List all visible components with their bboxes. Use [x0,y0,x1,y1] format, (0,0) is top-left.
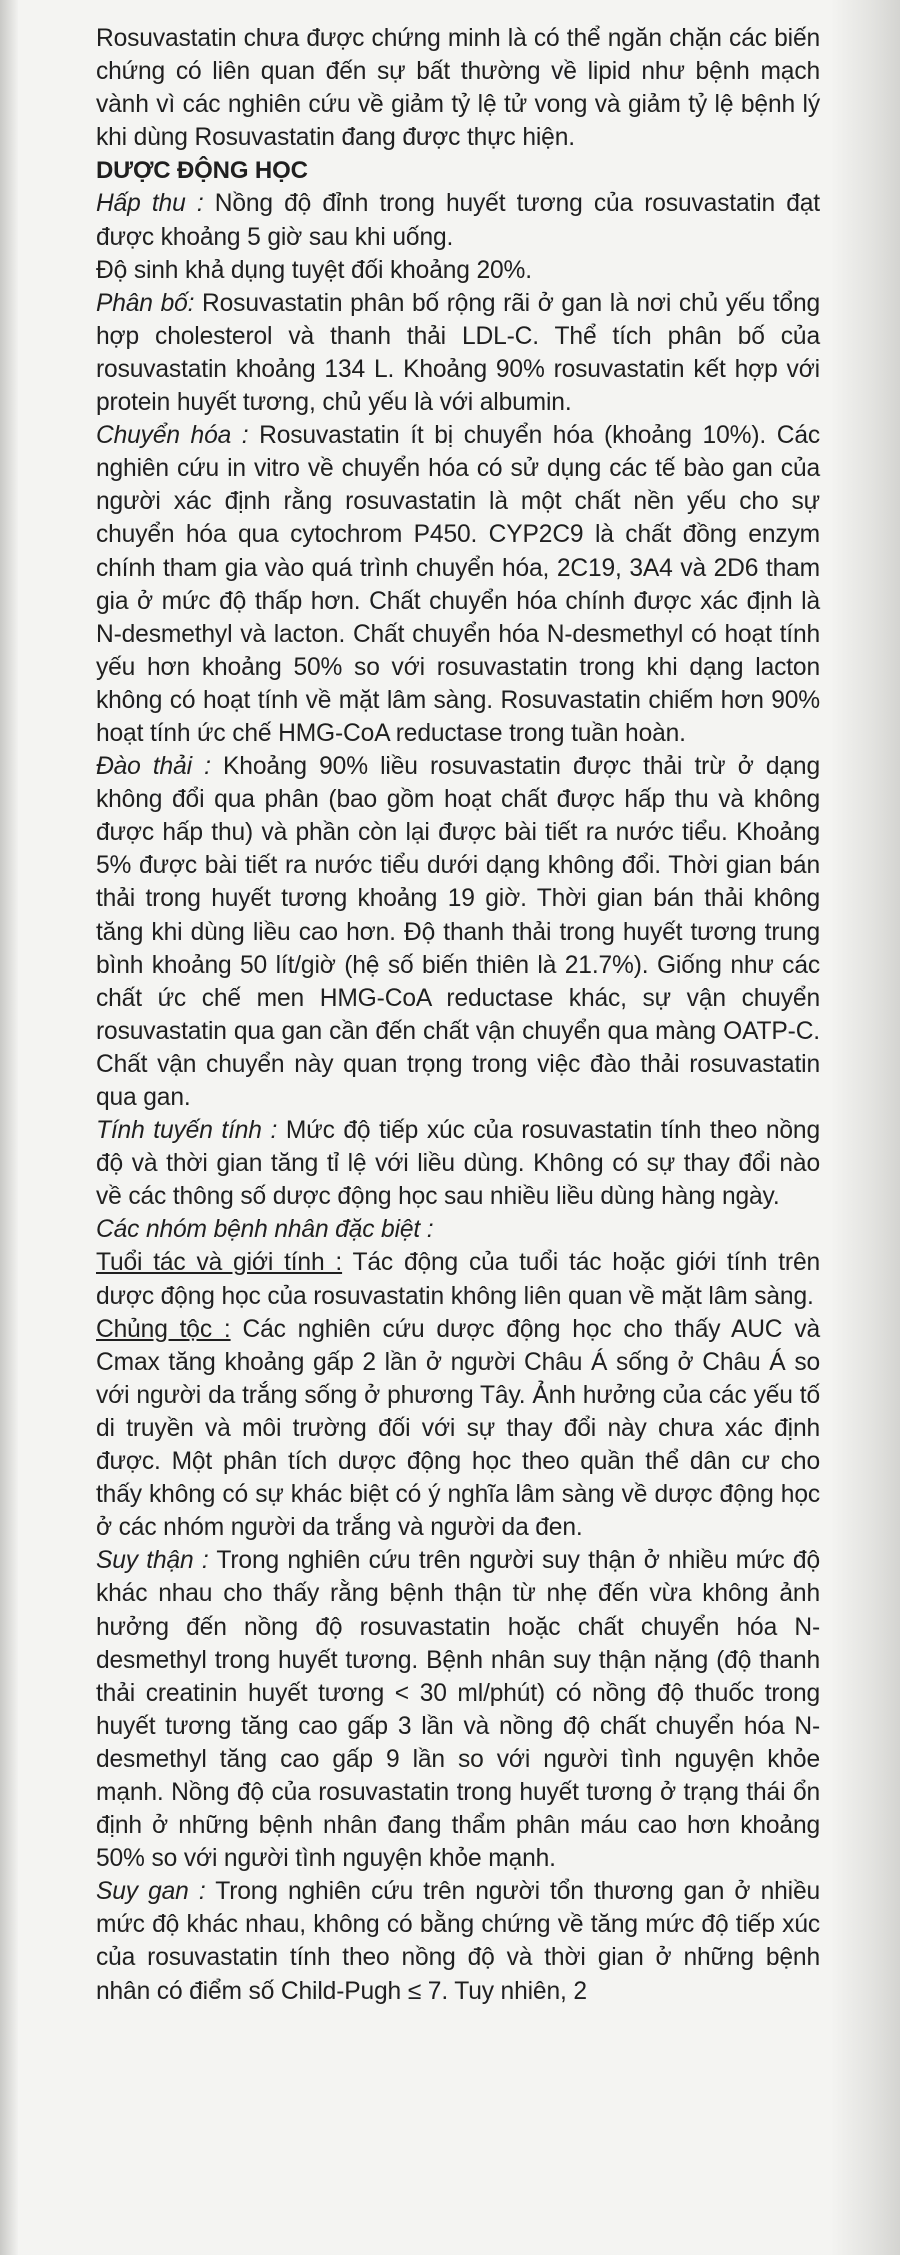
paragraph-bioavailability: Độ sinh khả dụng tuyệt đối khoảng 20%. [96,256,532,284]
intro-paragraph: Rosuvastatin chưa được chứng minh là có thể ngăn chặn các biến chứng có liên quan đến sự bất thường về lipid như bệnh mạch vành vì các nghiên cứu về giảm tỷ lệ tử vong và giảm tỷ lệ bệnh lý khi dùng Rosuvastatin đang được thực hiện. [96,25,820,152]
paragraph-distribution: Phân bố: Rosuvastatin phân bố rộng rãi ở gan là nơi chủ yếu tổng hợp cholesterol và thanh thải LDL-C. Thể tích phân bố của rosuvastatin khoảng 134 L. Khoảng 90% rosuvastatin kết hợp với protein huyết tương, chủ yếu là với albumin. [96,289,820,417]
label-hepatic-impairment: Suy gan : [96,1878,206,1906]
leaflet-text-column [96,22,820,2008]
scan-left-edge [0,0,18,2255]
section-title-pharmacokinetics: DƯỢC ĐỘNG HỌC [96,157,308,185]
label-race: Chủng tộc : [96,1315,231,1343]
label-distribution: Phân bố: [96,289,195,317]
label-elimination: Đào thải : [96,753,211,781]
paragraph-absorption: Hấp thu : Nồng độ đỉnh trong huyết tương của rosuvastatin đạt được khoảng 5 giờ sau khi uống. [96,190,820,251]
paragraph-age-gender: Tuổi tác và giới tính : Tác động của tuổi tác hoặc giới tính trên dược động học của rosuvastatin không liên quan về mặt lâm sàng. [96,1249,821,1310]
paragraph-linearity: Tính tuyến tính : Mức độ tiếp xúc của rosuvastatin tính theo nồng độ và thời gian tăng tỉ lệ với liều dùng. Không có sự thay đổi nào về các thông số dược động học sau nhiều liều dùng hàng ngày. [96,1117,820,1211]
paragraph-metabolism: Chuyển hóa : Rosuvastatin ít bị chuyển hóa (khoảng 10%). Các nghiên cứu in vitro về chuyển hóa có sử dụng các tế bào gan của người xác định rằng rosuvastatin là một chất nền yếu cho sự chuyển hóa qua cytochrom P450. CYP2C9 là chất đồng enzym chính tham gia vào quá trình chuyển hóa, 2C19, 3A4 và 2D6 tham gia ở mức độ thấp hơn. Chất chuyển hóa chính được xác định là N-desmethyl và lacton. Chất chuyển hóa N-desmethyl có hoạt tính yếu hơn khoảng 50% so với rosuvastatin trong khi dạng lacton không có hoạt tính về mặt lâm sàng. Rosuvastatin chiếm hơn 90% hoạt tính ức chế HMG-CoA reductase trong tuần hoàn. [96,422,820,747]
scan-right-edge [830,0,900,2255]
label-age-gender: Tuổi tác và giới tính : [96,1249,343,1277]
subheading-special-populations: Các nhóm bệnh nhân đặc biệt : [96,1216,434,1244]
paragraph-renal-impairment: Suy thận : Trong nghiên cứu trên người suy thận ở nhiều mức độ khác nhau cho thấy rằng bệnh thận từ nhẹ đến vừa không ảnh hưởng đến nồng độ rosuvastatin hoặc chất chuyển hóa N-desmethyl trong huyết tương. Bệnh nhân suy thận nặng (độ thanh thải creatinin huyết tương < 30 ml/phút) có nồng độ thuốc trong huyết tương tăng cao gấp 3 lần và nồng độ chất chuyển hóa N-desmethyl tăng cao gấp 9 lần so với người tình nguyện khỏe mạnh. Nồng độ của rosuvastatin trong huyết tương ở trạng thái ổn định ở những bệnh nhân đang thẩm phân máu cao hơn khoảng 50% so với người tình nguyện khỏe mạnh. [96,1547,820,1873]
paragraph-elimination: Đào thải : Khoảng 90% liều rosuvastatin được thải trừ ở dạng không đổi qua phân (bao gồm hoạt chất được hấp thu và không được hấp thu) và phần còn lại được bài tiết ra nước tiểu. Khoảng 5% được bài tiết ra nước tiểu dưới dạng không đổi. Thời gian bán thải trong huyết tương khoảng 19 giờ. Thời gian bán thải không tăng khi dùng liều cao hơn. Độ thanh thải trong huyết tương trung bình khoảng 50 lít/giờ (hệ số biến thiên là 21.7%). Giống như các chất ức chế men HMG-CoA reductase khác, sự vận chuyển rosuvastatin qua gan cần đến chất vận chuyển qua màng OATP-C. Chất vận chuyển này quan trọng trong việc đào thải rosuvastatin qua gan. [96,753,820,1111]
paragraph-race: Chủng tộc : Các nghiên cứu dược động học cho thấy AUC và Cmax tăng khoảng gấp 2 lần ở người Châu Á sống ở Châu Á so với người da trắng sống ở phương Tây. Ảnh hưởng của các yếu tố di truyền và môi trường đối với sự thay đổi này chưa xác định được. Một phân tích dược động học theo quần thể dân cư cho thấy không có sự khác biệt có ý nghĩa lâm sàng về dược động học ở các nhóm người da trắng và người da đen. [96,1315,820,1542]
label-linearity: Tính tuyến tính : [96,1117,278,1145]
label-renal-impairment: Suy thận : [96,1547,209,1575]
paragraph-hepatic-impairment: Suy gan : Trong nghiên cứu trên người tổn thương gan ở nhiều mức độ khác nhau, không có bằng chứng về tăng mức độ tiếp xúc của rosuvastatin tính theo nồng độ và thời gian ở những bệnh nhân có điểm số Child-Pugh ≤ 7. Tuy nhiên, 2 [96,1878,820,2005]
label-metabolism: Chuyển hóa : [96,422,249,450]
label-absorption: Hấp thu : [96,190,204,218]
